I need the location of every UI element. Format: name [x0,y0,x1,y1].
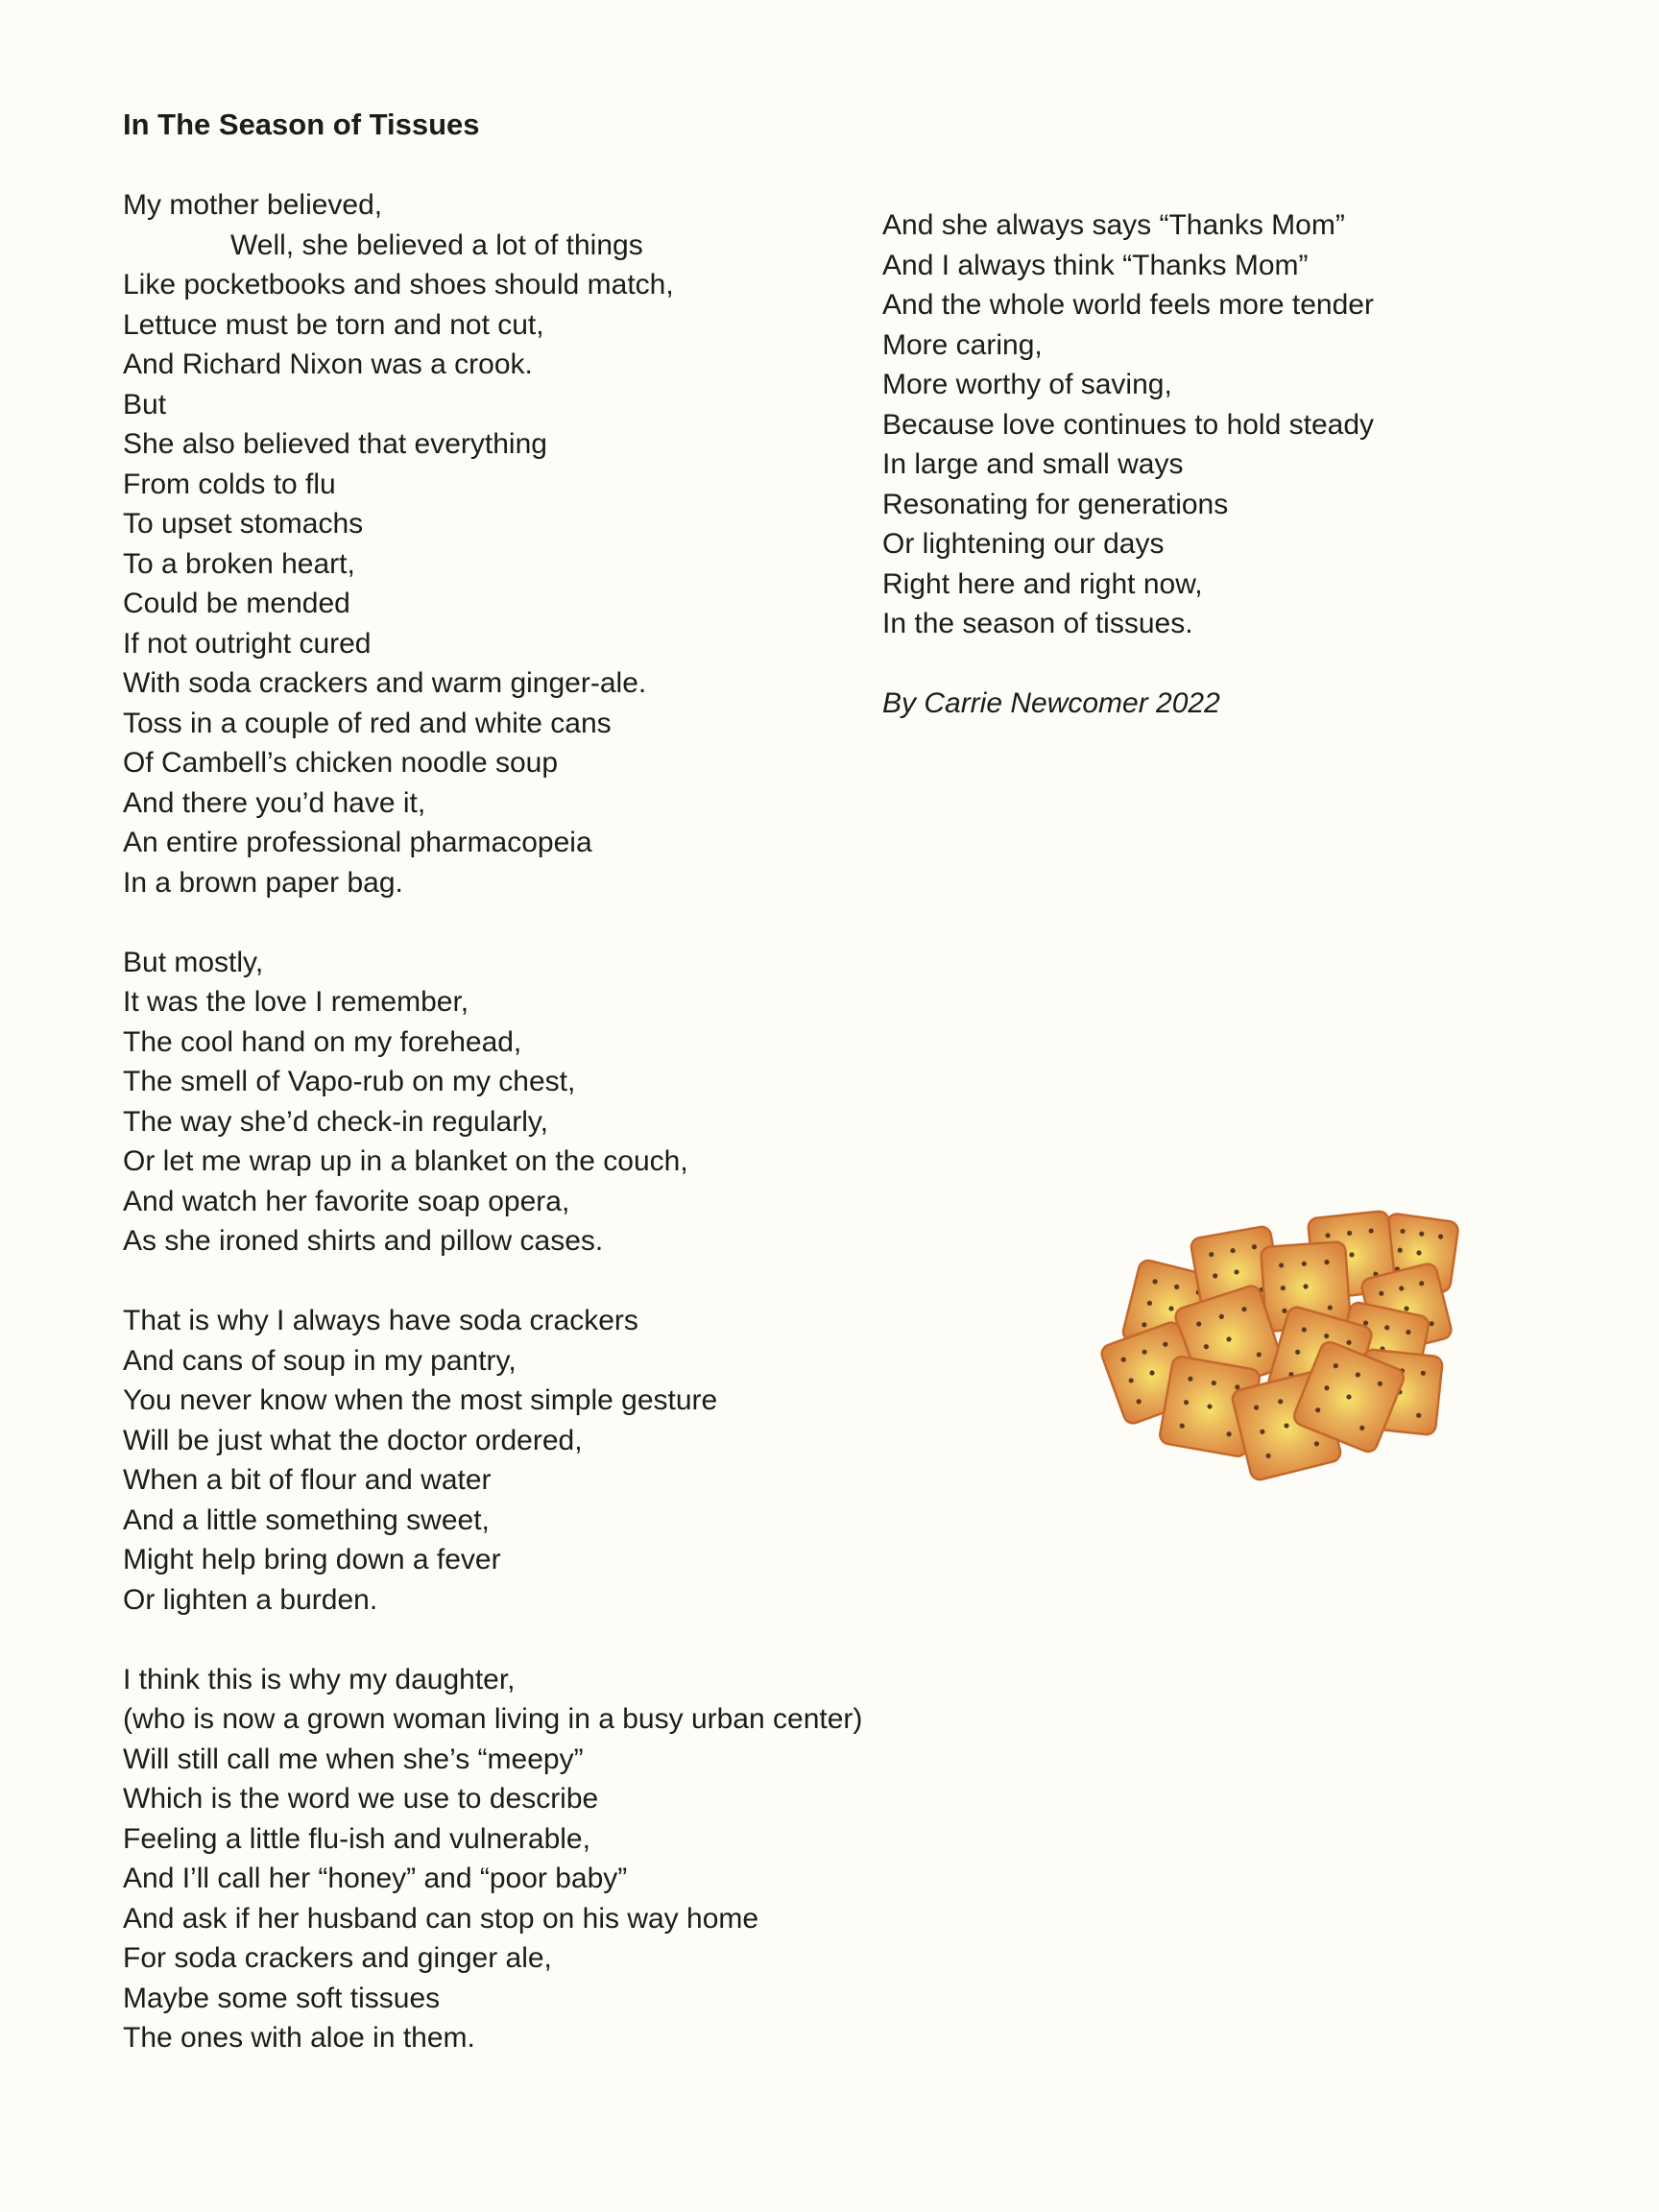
poem-line: It was the love I remember, [123,986,469,1018]
poem-line: And the whole world feels more tender [882,289,1374,321]
poem-stanza [123,943,987,1262]
poem-line: Well, she believed a lot of things [230,228,643,261]
poem-line: To a broken heart, [123,547,355,580]
poem-line: Could be mended [123,588,350,619]
poem-line: To upset stomachs [123,508,364,540]
poem-line: Of Cambell’s chicken noodle soup [123,747,559,779]
poem-line: Maybe some soft tissues [123,1982,441,2014]
poem-line: If not outright cured [123,627,372,660]
poem-line: And there you’d have it, [123,786,426,819]
poem-line: And I’ll call her “honey” and “poor baby” [123,1863,628,1894]
poem-line: An entire professional pharmacopeia [123,827,592,858]
poem-line: You never know when the most simple gesture [123,1384,718,1416]
poem-line: In large and small ways [882,448,1184,480]
poem-line: I think this is why my daughter, [123,1663,516,1695]
poem-line: Right here and right now, [882,567,1203,600]
poem-line: Will be just what the doctor ordered, [123,1424,583,1456]
poem-line: Or let me wrap up in a blanket on the couch, [123,1145,688,1177]
poem-line: Which is the word we use to describe [123,1783,599,1815]
poem-line: Toss in a couple of red and white cans [123,707,612,739]
poem-stanza [123,185,987,902]
poem-stanza [123,1301,987,1620]
poem-line: Might help bring down a fever [123,1544,501,1575]
poem-line: Lettuce must be torn and not cut, [123,308,544,341]
poem-line: More worthy of saving, [882,369,1172,400]
poem-line: The cool hand on my forehead, [123,1025,522,1058]
poem-left-column [123,185,987,2098]
poem-line: (who is now a grown woman living in a busy urban center) [123,1703,863,1735]
poem-line: And I always think “Thanks Mom” [882,249,1309,281]
poem-line: Will still call me when she’s “meepy” [123,1743,584,1775]
poem-line: Feeling a little flu-ish and vulnerable, [123,1822,590,1855]
poem-line: Or lighten a burden. [123,1583,378,1616]
poem-line: But mostly, [123,946,264,978]
poem-line: And a little something sweet, [123,1503,490,1536]
poem-right-column [882,205,1574,724]
poem-line: She also believed that everything [123,428,547,460]
poem-line: The ones with aloe in them. [123,2022,475,2054]
poem-line: When a bit of flour and water [123,1464,492,1496]
poem-line: From colds to flu [123,468,336,500]
poem-line: But [123,388,167,421]
poem-line: For soda crackers and ginger ale, [123,1942,552,1974]
poem-line: My mother believed, [123,189,383,221]
poem-line: Because love continues to hold steady [882,408,1375,441]
poem-line: And Richard Nixon was a crook. [123,349,533,380]
poem-line: And cans of soup in my pantry, [123,1344,517,1377]
poem-line: Or lightening our days [882,528,1165,560]
poem-line: In the season of tissues. [882,608,1193,639]
poem-line: More caring, [882,328,1043,361]
poem-line: In a brown paper bag. [123,866,403,899]
poem-line: Resonating for generations [882,488,1229,520]
poem-line: That is why I always have soda crackers [123,1305,638,1336]
poem-line: The smell of Vapo-rub on my chest, [123,1066,576,1097]
poem-line: And watch her favorite soap opera, [123,1185,570,1217]
poem-line: As she ironed shirts and pillow cases. [123,1225,604,1257]
poem-line: The way she’d check-in regularly, [123,1105,548,1138]
poem-line: With soda crackers and warm ginger-ale. [123,667,647,699]
poem-title: In The Season of Tissues [123,108,480,141]
poem-line: And she always says “Thanks Mom” [882,209,1345,241]
poem-stanza [123,1660,987,2058]
poem-byline: By Carrie Newcomer 2022 [882,687,1220,719]
poem-line: And ask if her husband can stop on his way home [123,1902,759,1935]
poem-line: Like pocketbooks and shoes should match, [123,269,674,301]
soda-crackers-illustration [1094,1195,1498,1483]
poem-right-stanza [882,205,1574,644]
